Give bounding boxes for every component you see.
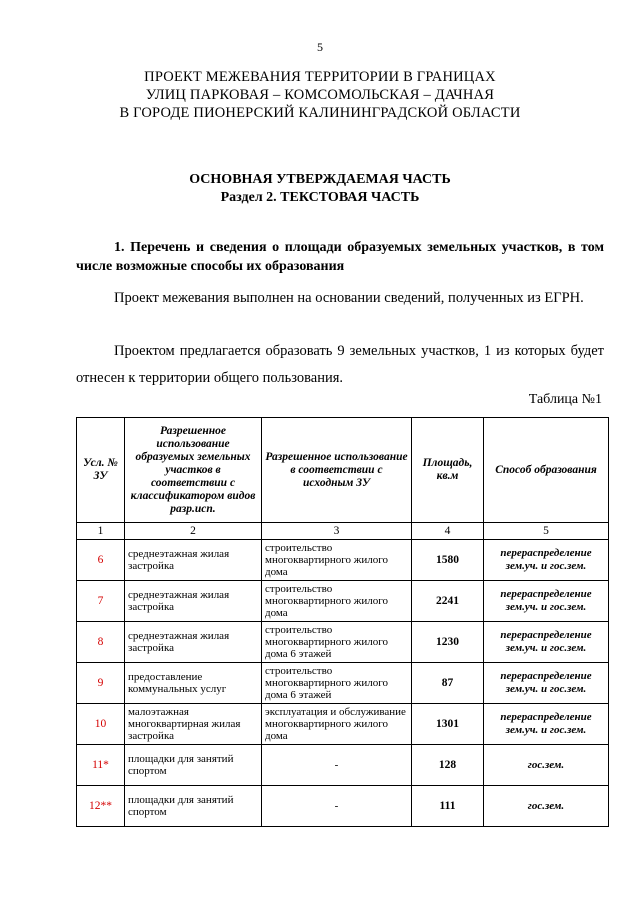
column-number-row (77, 523, 609, 540)
header-formation-method: Способ образования (484, 418, 609, 523)
section-subtitle: Раздел 2. ТЕКСТОВАЯ ЧАСТЬ (220, 190, 420, 205)
original-use: - (262, 745, 412, 786)
original-use: строительство многоквартирного жилого дома (262, 581, 412, 622)
header-line-3: В ГОРОДЕ ПИОНЕРСКИЙ КАЛИНИНГРАДСКОЙ ОБЛАСТИ (119, 105, 521, 121)
paragraph-2: Проектом предлагается образовать 9 земельных участков, 1 из которых будет отнесен к территории общего пользования. (76, 343, 604, 386)
column-number: 1 (77, 523, 125, 540)
table-row (77, 622, 609, 663)
original-use: строительство многоквартирного жилого дома 6 этажей (262, 622, 412, 663)
header-plot-number: Усл. № ЗУ (77, 418, 125, 523)
page-number: 5 (317, 40, 323, 54)
formation-method: гос.зем. (484, 745, 609, 786)
plot-area: 128 (412, 745, 484, 786)
land-plots-table (76, 417, 609, 827)
table-caption: Таблица №1 (528, 392, 602, 407)
original-use: - (262, 786, 412, 827)
heading-1: 1. Перечень и сведения о площади образуемых земельных участков, в том числе возможные способы их образования (76, 240, 604, 274)
header-permitted-use: Разрешенное использование образуемых земельных участков в соответствии с классификатором видов разр.исп. (125, 418, 262, 523)
formation-method: перераспределение зем.уч. и гос.зем. (484, 704, 609, 745)
table-row (77, 786, 609, 827)
plot-number: 6 (77, 540, 125, 581)
header-area: Площадь, кв.м (412, 418, 484, 523)
plot-area: 1230 (412, 622, 484, 663)
permitted-use: малоэтажная многоквартирная жилая застройка (125, 704, 262, 745)
paragraph-1: Проект межевания выполнен на основании сведений, полученных из ЕГРН. (114, 290, 584, 306)
table-row (77, 540, 609, 581)
permitted-use: среднеэтажная жилая застройка (125, 581, 262, 622)
table-row (77, 704, 609, 745)
plot-number: 8 (77, 622, 125, 663)
original-use: строительство многоквартирного жилого дома 6 этажей (262, 663, 412, 704)
header-line-1: ПРОЕКТ МЕЖЕВАНИЯ ТЕРРИТОРИИ В ГРАНИЦАХ (144, 69, 496, 85)
plot-area: 2241 (412, 581, 484, 622)
table-row (77, 745, 609, 786)
document-header (0, 68, 640, 122)
formation-method: гос.зем. (484, 786, 609, 827)
plot-area: 1301 (412, 704, 484, 745)
plot-area: 87 (412, 663, 484, 704)
column-number: 4 (412, 523, 484, 540)
permitted-use: предоставление коммунальных услуг (125, 663, 262, 704)
original-use: эксплуатация и обслуживание многоквартирного жилого дома (262, 704, 412, 745)
plot-number: 10 (77, 704, 125, 745)
section-heading (0, 171, 640, 207)
original-use: строительство многоквартирного жилого дома (262, 540, 412, 581)
formation-method: перераспределение зем.уч. и гос.зем. (484, 581, 609, 622)
column-number: 2 (125, 523, 262, 540)
table-row (77, 663, 609, 704)
plot-area: 1580 (412, 540, 484, 581)
section-title: ОСНОВНАЯ УТВЕРЖДАЕМАЯ ЧАСТЬ (189, 172, 451, 187)
permitted-use: площадки для занятий спортом (125, 745, 262, 786)
plot-area: 111 (412, 786, 484, 827)
formation-method: перераспределение зем.уч. и гос.зем. (484, 663, 609, 704)
permitted-use: среднеэтажная жилая застройка (125, 540, 262, 581)
formation-method: перераспределение зем.уч. и гос.зем. (484, 540, 609, 581)
permitted-use: площадки для занятий спортом (125, 786, 262, 827)
header-original-use: Разрешенное использование в соответствии с исходным ЗУ (262, 418, 412, 523)
column-number: 5 (484, 523, 609, 540)
table-row (77, 581, 609, 622)
permitted-use: среднеэтажная жилая застройка (125, 622, 262, 663)
plot-number: 12** (77, 786, 125, 827)
header-line-2: УЛИЦ ПАРКОВАЯ – КОМСОМОЛЬСКАЯ – ДАЧНАЯ (145, 87, 495, 103)
plot-number: 9 (77, 663, 125, 704)
formation-method: перераспределение зем.уч. и гос.зем. (484, 622, 609, 663)
plot-number: 11* (77, 745, 125, 786)
column-number: 3 (262, 523, 412, 540)
plot-number: 7 (77, 581, 125, 622)
